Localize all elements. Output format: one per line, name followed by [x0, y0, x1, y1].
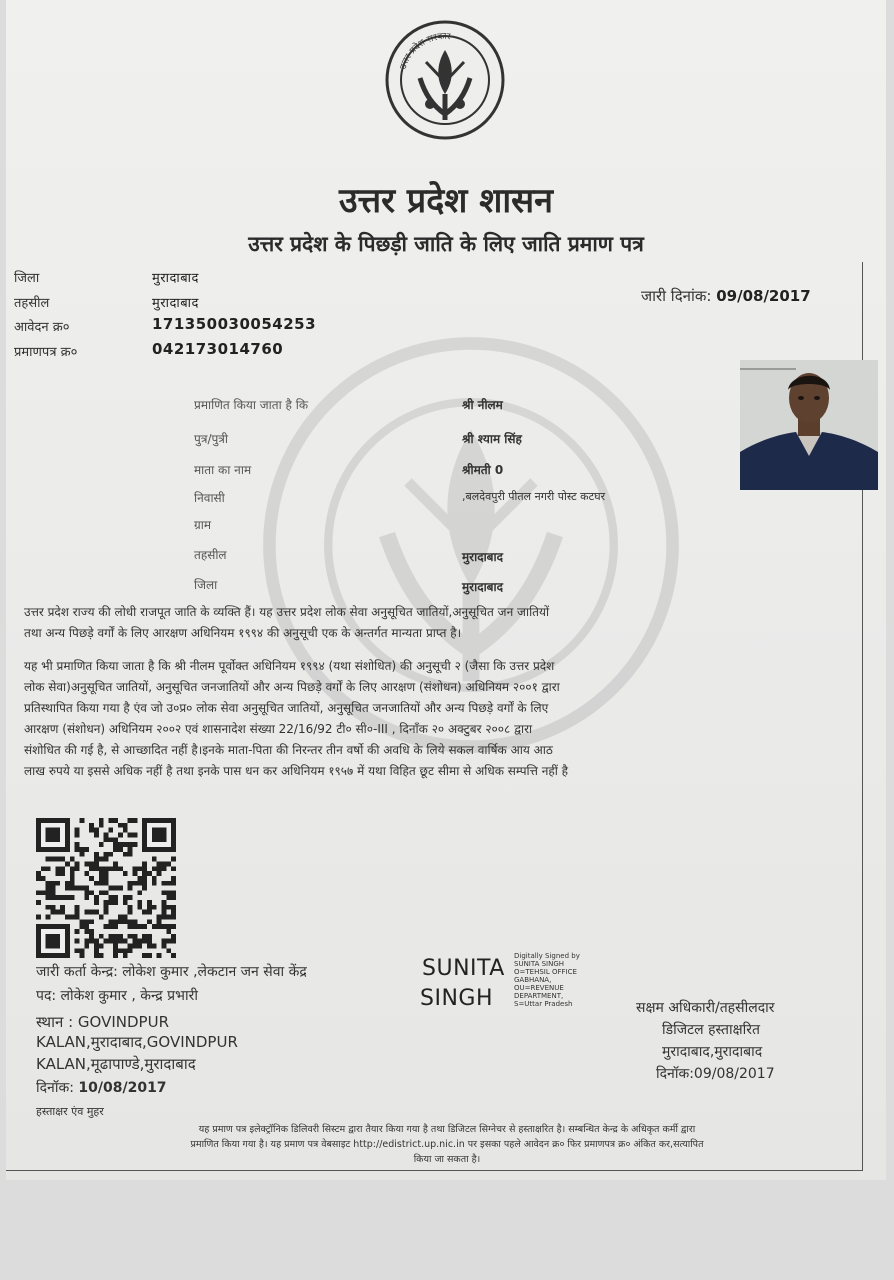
applicant-photo-image: [740, 360, 878, 490]
applicant-photo: [740, 360, 878, 490]
certified-that-label: प्रमाणित किया जाता है कि: [194, 398, 309, 412]
signer-last-name: SINGH: [420, 986, 494, 1011]
certification-line-4: आरक्षण (संशोधन) अधिनियम २००२ एवं शासनादेश संख्या 22/16/92 टी० सी०-III , दिनाँक २० अक्टुबर २००८ द्वारा: [24, 722, 533, 736]
page-title: उत्तर प्रदेश शासन: [338, 181, 553, 221]
emblem-arc-text: उत्तर प्रदेश सरकार: [398, 31, 451, 71]
mother-name-label: माता का नाम: [194, 463, 252, 477]
verification-note: [42, 1122, 852, 1167]
issue-date-value: 09/08/2017: [716, 287, 811, 305]
caste-line-1: उत्तर प्रदेश राज्य की लोधी राजपूत जाति के व्यक्ति हैं। यह उत्तर प्रदेश लोक सेवा अनुसूचित जातियों,अनुसूचित जन जातियों: [24, 605, 550, 619]
issuer-date: [36, 1078, 167, 1097]
issuer-place-line-1: स्थान : GOVINDPUR: [36, 1013, 169, 1031]
certification-line-3: प्रतिस्थापित किया गया है एंव जो उ०प्र० लोक सेवा अनुसूचित जातियों, अनुसूचित जनजातियों और अन्य पिछड़े वर्गों के लिए: [24, 701, 549, 715]
field-district-label: जिला: [194, 578, 218, 592]
issuing-center: जारी कर्ता केन्द्र: लोकेश कुमार ,लेकटान जन सेवा केंद्र: [36, 964, 307, 980]
issue-date-label: जारी दिनांक:: [641, 287, 712, 305]
applicant-name: श्री नीलम: [462, 398, 503, 412]
application-no-label: आवेदन क्र०: [14, 320, 70, 335]
dsig-line: Digitally Signed by: [514, 952, 580, 960]
certification-line-6: लाख रुपये या इससे अधिक नहीं है तथा इनके पास धन कर अधिनियम १९५७ में यथा विहित छूट सीमा से अधिक सम्पत्ति नहीं है: [24, 764, 569, 778]
up-government-emblem-icon: [382, 10, 508, 150]
certificate-no-value: 042173014760: [152, 340, 284, 358]
authority-title: सक्षम अधिकारी/तहसीलदार: [636, 1000, 775, 1016]
qr-code: [36, 818, 176, 958]
tehsil-label: तहसील: [14, 296, 50, 311]
issuer-place-line-2: KALAN,मुरादाबाद,GOVINDPUR: [36, 1033, 238, 1051]
dsig-line: DEPARTMENT,: [514, 992, 564, 1000]
tehsil-value: मुरादाबाद: [152, 296, 199, 311]
authority-digital-signed: डिजिटल हस्ताक्षरित: [662, 1022, 760, 1038]
digital-signature-details: [514, 952, 580, 1008]
issue-date: [641, 286, 811, 306]
resident-label: निवासी: [194, 491, 225, 505]
authority-date: दिनॉक:09/08/2017: [656, 1066, 775, 1082]
certification-paragraph: [24, 656, 854, 782]
dsig-line: O=TEHSIL OFFICE: [514, 968, 577, 976]
authority-location: मुरादाबाद,मुरादाबाद: [662, 1044, 763, 1060]
issuer-designation: पद: लोकेश कुमार , केन्द्र प्रभारी: [36, 988, 198, 1004]
signature-seal-label: हस्ताक्षर एंव मुहर: [36, 1105, 104, 1118]
certificate-subtitle: उत्तर प्रदेश के पिछड़ी जाति के लिए जाति प्रमाण पत्र: [248, 232, 644, 256]
issuer-date-value: 10/08/2017: [78, 1080, 167, 1096]
caste-line-2: तथा अन्य पिछड़े वर्गों के लिए आरक्षण अधिनियम १९९४ की अनुसूची एक के अन्तर्गत मान्यता प्राप्त है।: [24, 626, 462, 640]
mother-name: श्रीमती 0: [462, 463, 504, 477]
field-district-value: मुरादाबाद: [462, 580, 504, 594]
certification-line-2: लोक सेवा)अनुसूचित जातियों, अनुसूचित जनजातियों और अन्य पिछड़े वर्गों के लिए आरक्षण (संशोधन) अधिनियम २००१ द्वारा: [24, 680, 560, 694]
certification-line-5: संशोधित की गई है, से आच्छादित नहीं है।इनके माता-पिता की निरन्तर तीन वर्षो की अवधि के लिये सकल वार्षिक आय आठ: [24, 743, 553, 757]
verification-note-line-2: प्रमाणित किया गया है। यह प्रमाण पत्र वेबसाइट http://edistrict.up.nic.in पर इसका पहले आवेदन क्र० फिर प्रमाणपत्र क्र० अंकित कर,सत्यापित: [190, 1139, 704, 1150]
certificate-no-label: प्रमाणपत्र क्र०: [14, 345, 78, 360]
issuer-date-label: दिनॉक:: [36, 1080, 74, 1096]
caste-paragraph: [24, 602, 854, 644]
dsig-line: OU=REVENUE: [514, 984, 564, 992]
certification-line-1: यह भी प्रमाणित किया जाता है कि श्री नीलम पूर्वोक्त अधिनियम १९९४ (यथा संशोधित) की अनुसूची २ (जैसा कि उत्तर प्रदेश: [24, 659, 555, 673]
field-tehsil-value: मुरादाबाद: [462, 550, 504, 564]
field-tehsil-label: तहसील: [194, 548, 227, 562]
district-value: मुरादाबाद: [152, 271, 199, 286]
village-label: ग्राम: [194, 518, 212, 532]
dsig-line: S=Uttar Pradesh: [514, 1000, 573, 1008]
father-name: श्री श्याम सिंह: [462, 432, 522, 446]
certificate-paper: [6, 0, 886, 1180]
application-no-value: 171350030054253: [152, 315, 317, 333]
signer-first-name: SUNITA: [422, 956, 505, 981]
son-daughter-label: पुत्र/पुत्री: [194, 432, 229, 446]
district-label: जिला: [14, 271, 40, 286]
dsig-line: SUNITA SINGH: [514, 960, 565, 968]
issuer-place-line-3: KALAN,मूढापाण्डे,मुरादाबाद: [36, 1055, 196, 1073]
resident-address: ,बलदेवपुरी पीतल नगरी पोस्ट कटघर: [462, 490, 606, 503]
verification-note-line-1: यह प्रमाण पत्र इलेक्ट्रॉनिक डिलिवरी सिस्टम द्वारा तैयार किया गया है तथा डिजिटल सिग्नेचर से हस्ताक्षरित है। सम्बन्धित केन्द्र के अधिकृत कर्मी द्वारा: [198, 1124, 696, 1135]
dsig-line: GABHANA,: [514, 976, 552, 984]
verification-note-line-3: किया जा सकता है।: [413, 1154, 481, 1165]
